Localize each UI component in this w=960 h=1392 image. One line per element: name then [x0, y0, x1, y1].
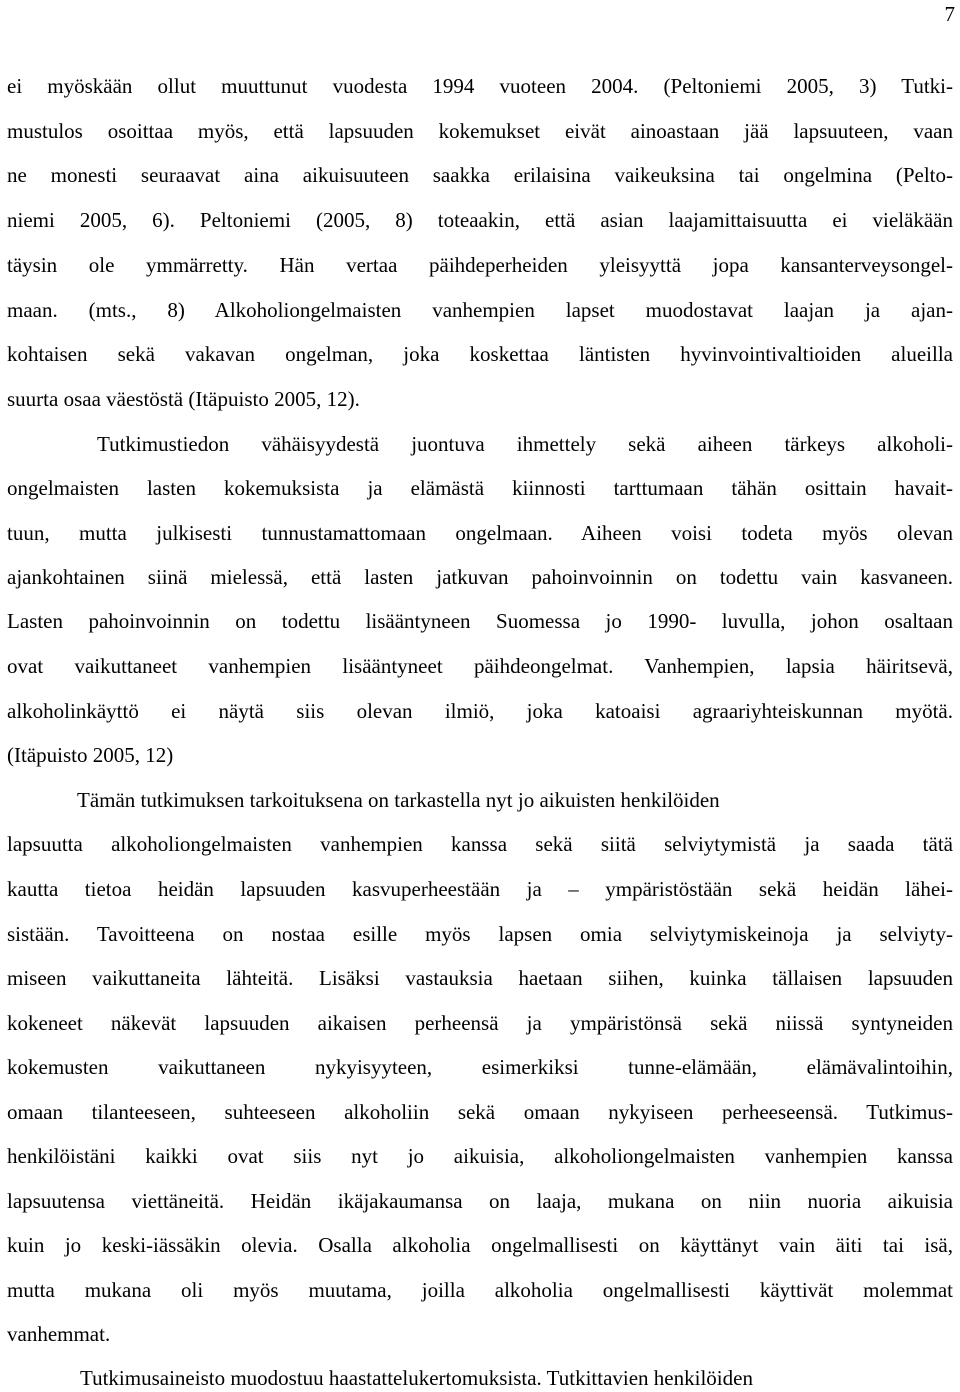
text-line: mutta mukana oli myös muutama, joilla alkoholia ongelmallisesti käyttivät molemmat — [7, 1278, 953, 1302]
text-line: sistään. Tavoitteena on nostaa esille myös lapsen omia selviytymiskeinoja ja selviyty- — [7, 922, 953, 946]
text-line: lapsuutensa viettäneitä. Heidän ikäjakaumansa on laaja, mukana on niin nuoria aikuisia — [7, 1189, 953, 1213]
text-line: vanhemmat. — [7, 1322, 111, 1346]
text-line: ongelmaisten lasten kokemuksista ja elämästä kiinnosti tarttumaan tähän osittain havait- — [7, 476, 953, 500]
text-line: alkoholinkäyttö ei näytä siis olevan ilmiö, joka katoaisi agraariyhteiskunnan myötä. — [7, 699, 953, 723]
text-line: (Itäpuisto 2005, 12) — [7, 743, 174, 767]
text-line: ajankohtainen siinä mielessä, että lasten jatkuvan pahoinvoinnin on todettu vain kasvaneen. — [7, 565, 953, 589]
text-line: kautta tietoa heidän lapsuuden kasvuperheestään ja – ympäristöstään sekä heidän lähei- — [7, 877, 953, 901]
text-line: kokeneet näkevät lapsuuden aikaisen perheensä ja ympäristönsä sekä niissä syntyneiden — [7, 1011, 953, 1035]
text-line: omaan tilanteeseen, suhteeseen alkoholiin sekä omaan nykyiseen perheeseensä. Tutkimus- — [7, 1100, 953, 1124]
text-line: henkilöistäni kaikki ovat siis nyt jo aikuisia, alkoholiongelmaisten vanhempien kanssa — [7, 1144, 953, 1168]
text-line: Tutkimusaineisto muodostuu haastattelukertomuksista. Tutkittavien henkilöiden — [80, 1366, 753, 1390]
text-line: täysin ole ymmärretty. Hän vertaa päihdeperheiden yleisyyttä jopa kansanterveysongel- — [7, 253, 953, 277]
text-line: mustulos osoittaa myös, että lapsuuden kokemukset eivät ainoastaan jää lapsuuteen, vaan — [7, 119, 953, 143]
text-line: maan. (mts., 8) Alkoholiongelmaisten vanhempien lapset muodostavat laajan ja ajan- — [7, 298, 953, 322]
text-line: tuun, mutta julkisesti tunnustamattomaan ongelmaan. Aiheen voisi todeta myös olevan — [7, 521, 953, 545]
text-line: kokemusten vaikuttaneen nykyisyyteen, esimerkiksi tunne-elämään, elämävalintoihin, — [7, 1055, 953, 1079]
text-line: kuin jo keski-iässäkin olevia. Osalla alkoholia ongelmallisesti on käyttänyt vain äiti tai isä, — [7, 1233, 953, 1257]
text-line: Tämän tutkimuksen tarkoituksena on tarkastella nyt jo aikuisten henkilöiden — [77, 788, 720, 812]
text-line: lapsuutta alkoholiongelmaisten vanhempien kanssa sekä siitä selviytymistä ja saada tätä — [7, 832, 953, 856]
text-line: Lasten pahoinvoinnin on todettu lisääntyneen Suomessa jo 1990- luvulla, johon osaltaan — [7, 609, 953, 633]
text-line: ovat vaikuttaneet vanhempien lisääntyneet päihdeongelmat. Vanhempien, lapsia häiritsevä, — [7, 654, 953, 678]
page-number: 7 — [944, 2, 955, 26]
text-line: niemi 2005, 6). Peltoniemi (2005, 8) toteaakin, että asian laajamittaisuutta ei vieläkään — [7, 208, 953, 232]
text-line: ne monesti seuraavat aina aikuisuuteen saakka erilaisina vaikeuksina tai ongelmina (Pelto- — [7, 163, 953, 187]
text-line: suurta osaa väestöstä (Itäpuisto 2005, 12). — [7, 387, 360, 411]
text-line: miseen vaikuttaneita lähteitä. Lisäksi vastauksia haetaan siihen, kuinka tällaisen lapsuuden — [7, 966, 953, 990]
text-line: Tutkimustiedon vähäisyydestä juontuva ihmettely sekä aiheen tärkeys alkoholi- — [97, 432, 953, 456]
text-line: kohtaisen sekä vakavan ongelman, joka koskettaa läntisten hyvinvointivaltioiden alueilla — [7, 342, 953, 366]
text-line: ei myöskään ollut muuttunut vuodesta 1994 vuoteen 2004. (Peltoniemi 2005, 3) Tutki- — [7, 74, 953, 98]
